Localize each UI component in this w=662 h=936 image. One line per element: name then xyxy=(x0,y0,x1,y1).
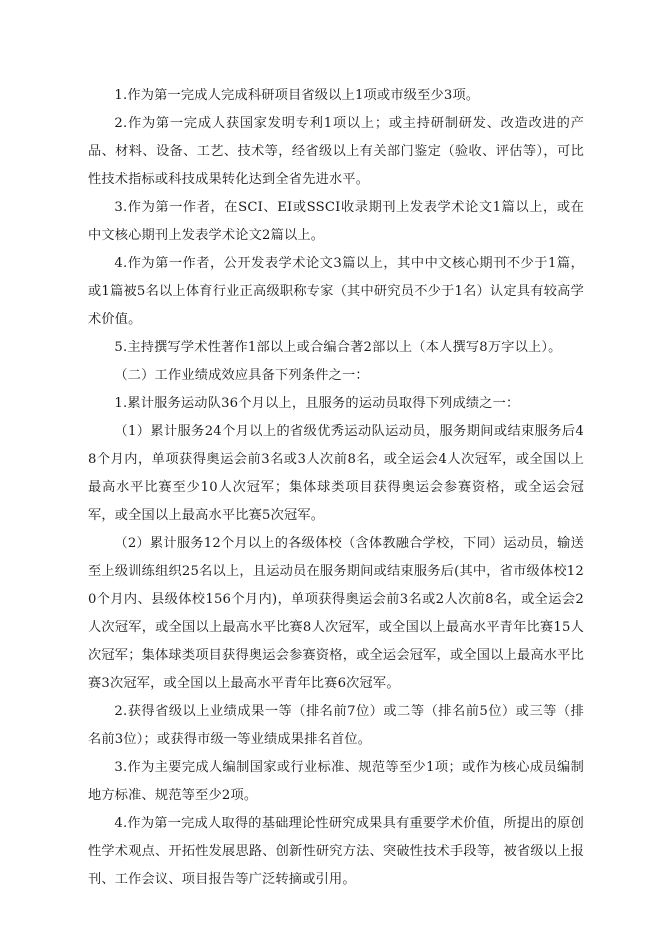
paragraph-theoretical-research: 4.作为第一完成人取得的基础理论性研究成果具有重要学术价值，所提出的原创性学术观点、开拓性发展思路、创新性研究方法、突破性技术手段等，被省级以上报刊、工作会议、项目报告等广泛转摘或引用。 xyxy=(88,816,584,887)
section-heading-work-performance: （二）工作业绩成效应具备下列条件之一： xyxy=(114,368,369,383)
paragraph-sci-paper: 3.作为第一作者，在SCI、EI或SSCI收录期刊上发表学术论文1篇以上，或在中文核心期刊上发表学术论文2篇以上。 xyxy=(88,200,584,243)
paragraph-sports-school: （2）累计服务12个月以上的各级体校（含体教融合学校，下同）运动员，输送至上级训练组织25名以上，且运动员在服务期间或结束服务后(其中，省市级体校120个月内、县级体校156个月内)，单项获得奥运会前3名或2人次前8名，或全运会2人次冠军，或全国以上最高水平比赛8人次冠军，或全国以上最高水平青年比赛15人次冠军；集体球类项目获得奥运会参赛资格，或全运会冠军，或全国以上最高水平比赛3次冠军，或全国以上最高水平青年比赛6次冠军。 xyxy=(88,536,584,691)
paragraph-published-papers: 4.作为第一作者，公开发表学术论文3篇以上，其中中文核心期刊不少于1篇，或1篇被5名以上体育行业正高级职称专家（其中研究员不少于1名）认定具有较高学术价值。 xyxy=(88,256,584,327)
paragraph-standards: 3.作为主要完成人编制国家或行业标准、规范等至少1项；或作为核心成员编制地方标准、规范等至少2项。 xyxy=(88,760,584,803)
paragraph-research-project: 1.作为第一完成人完成科研项目省级以上1项或市级至少3项。 xyxy=(114,88,480,103)
paragraph-provincial-team: （1）累计服务24个月以上的省级优秀运动队运动员，服务期间或结束服务后48个月内，单项获得奥运会前3名或3人次前8名，或全运会4人次冠军，或全国以上最高水平比赛至少10人次冠军；集体球类项目获得奥运会参赛资格，或全运会冠军，或全国以上最高水平比赛5次冠军。 xyxy=(88,424,584,523)
paragraph-achievement-award: 2.获得省级以上业绩成果一等（排名前7位）或二等（排名前5位）或三等（排名前3位）；或获得市级一等业绩成果排名首位。 xyxy=(88,704,584,747)
paragraph-team-service: 1.累计服务运动队36个月以上，且服务的运动员取得下列成绩之一： xyxy=(114,396,520,411)
paragraph-academic-works: 5.主持撰写学术性著作1部以上或合编合著2部以上（本人撰写8万字以上）。 xyxy=(114,340,562,355)
paragraph-invention-patent: 2.作为第一完成人获国家发明专利1项以上；或主持研制研发、改造改进的产品、材料、设备、工艺、技术等，经省级以上有关部门鉴定（验收、评估等），可比性技术指标或科技成果转化达到全省先进水平。 xyxy=(88,116,584,187)
document-body xyxy=(88,82,584,894)
